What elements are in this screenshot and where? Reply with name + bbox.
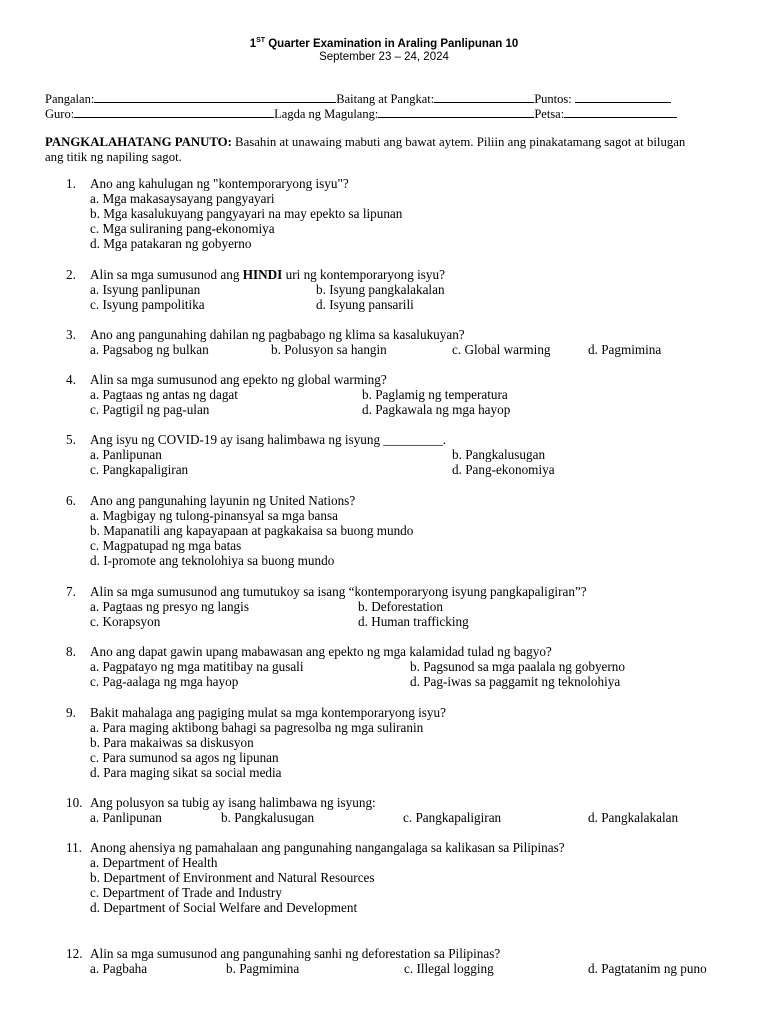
question-stem: Ang polusyon sa tubig ay isang halimbawa ng isyung: — [90, 795, 376, 810]
question-number: 2. — [66, 267, 76, 282]
option-c[interactable]: c. Mga suliraning pang-ekonomiya — [90, 221, 275, 236]
question-number: 6. — [66, 493, 76, 508]
option-d[interactable]: d. I-promote ang teknolohiya sa buong mundo — [90, 553, 335, 568]
score-blank[interactable] — [575, 92, 671, 103]
question-stem: Alin sa mga sumusunod ang epekto ng global warming? — [90, 372, 387, 387]
info-row-1 — [45, 92, 705, 107]
option-a[interactable]: a. Mga makasaysayang pangyayari — [90, 191, 275, 206]
name-blank[interactable] — [94, 92, 336, 103]
option-c[interactable]: c. Para sumunod sa agos ng lipunan — [90, 750, 279, 765]
option-b[interactable]: b. Isyung pangkalakalan — [316, 282, 445, 297]
option-d[interactable]: d. Pagkawala ng mga hayop — [362, 402, 511, 417]
option-c[interactable]: c. Pangkapaligiran — [90, 462, 189, 477]
question-number: 5. — [66, 432, 76, 447]
option-d[interactable]: d. Pang-ekonomiya — [452, 462, 555, 477]
option-d[interactable]: d. Mga patakaran ng gobyerno — [90, 236, 252, 251]
general-directions — [45, 135, 705, 165]
exam-title — [0, 38, 768, 50]
question-number: 9. — [66, 705, 76, 720]
question-number: 12. — [66, 946, 83, 961]
grade-blank[interactable] — [434, 92, 534, 103]
question-stem: Alin sa mga sumusunod ang pangunahing sanhi ng deforestation sa Pilipinas? — [90, 946, 501, 961]
date-label: Petsa: — [534, 107, 565, 121]
directions-text: Basahin at unawaing mabuti ang bawat aytem. Piliin ang pinakatamang sagot at bilugan ang titik ng napiling sagot. — [45, 135, 686, 164]
stem-emphasis: HINDI — [242, 267, 283, 282]
question-number: 8. — [66, 644, 76, 659]
option-b[interactable]: b. Department of Environment and Natural Resources — [90, 870, 375, 885]
question-stem: Anong ahensiya ng pamahalaan ang pangunahing nangangalaga sa kalikasan sa Pilipinas? — [90, 840, 565, 855]
option-a[interactable]: a. Pagpatayo ng mga matitibay na gusali — [90, 659, 304, 674]
option-c[interactable]: c. Pangkapaligiran — [403, 810, 502, 825]
parent-signature-label: Lagda ng Magulang: — [274, 107, 379, 121]
question-number: 7. — [66, 584, 76, 599]
date-blank[interactable] — [564, 107, 677, 118]
option-d[interactable]: d. Pag-iwas sa paggamit ng teknolohiya — [410, 674, 621, 689]
title-ordinal-suffix: ST — [256, 37, 266, 45]
exam-date: September 23 – 24, 2024 — [319, 51, 449, 63]
stem-text: uri ng kontemporaryong isyu? — [282, 267, 445, 282]
question-number: 10. — [66, 795, 83, 810]
option-d[interactable]: d. Department of Social Welfare and Development — [90, 900, 358, 915]
option-a[interactable]: a. Pagtaas ng antas ng dagat — [90, 387, 238, 402]
name-label: Pangalan: — [45, 92, 95, 106]
option-a[interactable]: a. Para maging aktibong bahagi sa pagresolba ng mga suliranin — [90, 720, 424, 735]
question-stem: Bakit mahalaga ang pagiging mulat sa mga kontemporaryong isyu? — [90, 705, 446, 720]
question-number: 4. — [66, 372, 76, 387]
option-b[interactable]: b. Mga kasalukuyang pangyayari na may epekto sa lipunan — [90, 206, 403, 221]
option-b[interactable]: b. Pangkalusugan — [452, 447, 546, 462]
question-number: 1. — [66, 176, 76, 191]
info-row-2 — [45, 107, 705, 122]
question-stem: Ano ang kahulugan ng "kontemporaryong isyu"? — [90, 176, 349, 191]
option-c[interactable]: c. Department of Trade and Industry — [90, 885, 282, 900]
option-b[interactable]: b. Deforestation — [358, 599, 443, 614]
stem-text: Alin sa mga sumusunod ang — [90, 267, 243, 282]
teacher-label: Guro: — [45, 107, 75, 121]
option-b[interactable]: b. Polusyon sa hangin — [271, 342, 387, 357]
option-a[interactable]: a. Magbigay ng tulong-pinansyal sa mga bansa — [90, 508, 338, 523]
option-d[interactable]: d. Pagtatanim ng puno — [588, 961, 707, 976]
question-number: 11. — [66, 840, 82, 855]
option-c[interactable]: c. Korapsyon — [90, 614, 161, 629]
parent-signature-blank[interactable] — [378, 107, 534, 118]
teacher-blank[interactable] — [74, 107, 274, 118]
option-c[interactable]: c. Isyung pampolitika — [90, 297, 205, 312]
option-c[interactable]: c. Pag-aalaga ng mga hayop — [90, 674, 239, 689]
option-b[interactable]: b. Pagsunod sa mga paalala ng gobyerno — [410, 659, 625, 674]
option-b[interactable]: b. Pangkalusugan — [221, 810, 315, 825]
option-a[interactable]: a. Panlipunan — [90, 810, 162, 825]
option-a[interactable]: a. Department of Health — [90, 855, 218, 870]
question-stem: Alin sa mga sumusunod ang tumutukoy sa isang “kontemporaryong isyung pangkapaligiran”? — [90, 584, 587, 599]
option-c[interactable]: c. Pagtigil ng pag-ulan — [90, 402, 210, 417]
option-c[interactable]: c. Global warming — [452, 342, 551, 357]
option-a[interactable]: a. Isyung panlipunan — [90, 282, 201, 297]
directions-label: PANGKALAHATANG PANUTO: — [45, 135, 232, 149]
option-c[interactable]: c. Illegal logging — [404, 961, 494, 976]
option-b[interactable]: b. Mapanatili ang kapayapaan at pagkakaisa sa buong mundo — [90, 523, 414, 538]
option-d[interactable]: d. Human trafficking — [358, 614, 469, 629]
title-text: Quarter Examination in Araling Panlipunan 10 — [265, 38, 519, 50]
option-b[interactable]: b. Pagmimina — [226, 961, 300, 976]
question-stem — [90, 267, 445, 282]
option-a[interactable]: a. Pagsabog ng bulkan — [90, 342, 209, 357]
option-d[interactable]: d. Pagmimina — [588, 342, 662, 357]
question-stem: Ang isyu ng COVID-19 ay isang halimbawa ng isyung _________. — [90, 432, 447, 447]
question-number: 3. — [66, 327, 76, 342]
student-info-fields — [45, 92, 705, 122]
option-c[interactable]: c. Magpatupad ng mga batas — [90, 538, 242, 553]
option-d[interactable]: d. Para maging sikat sa social media — [90, 765, 282, 780]
grade-label: Baitang at Pangkat: — [336, 92, 435, 106]
option-b[interactable]: b. Paglamig ng temperatura — [362, 387, 508, 402]
question-stem: Ano ang pangunahing layunin ng United Nations? — [90, 493, 356, 508]
option-d[interactable]: d. Isyung pansarili — [316, 297, 414, 312]
question-stem: Ano ang dapat gawin upang mabawasan ang epekto ng mga kalamidad tulad ng bagyo? — [90, 644, 552, 659]
option-a[interactable]: a. Pagbaha — [90, 961, 148, 976]
option-b[interactable]: b. Para makaiwas sa diskusyon — [90, 735, 254, 750]
title-ordinal: 1 — [249, 38, 257, 50]
option-a[interactable]: a. Panlipunan — [90, 447, 162, 462]
option-d[interactable]: d. Pangkalakalan — [588, 810, 679, 825]
option-a[interactable]: a. Pagtaas ng presyo ng langis — [90, 599, 249, 614]
score-label: Puntos: — [534, 92, 572, 106]
question-stem: Ano ang pangunahing dahilan ng pagbabago ng klima sa kasalukuyan? — [90, 327, 465, 342]
